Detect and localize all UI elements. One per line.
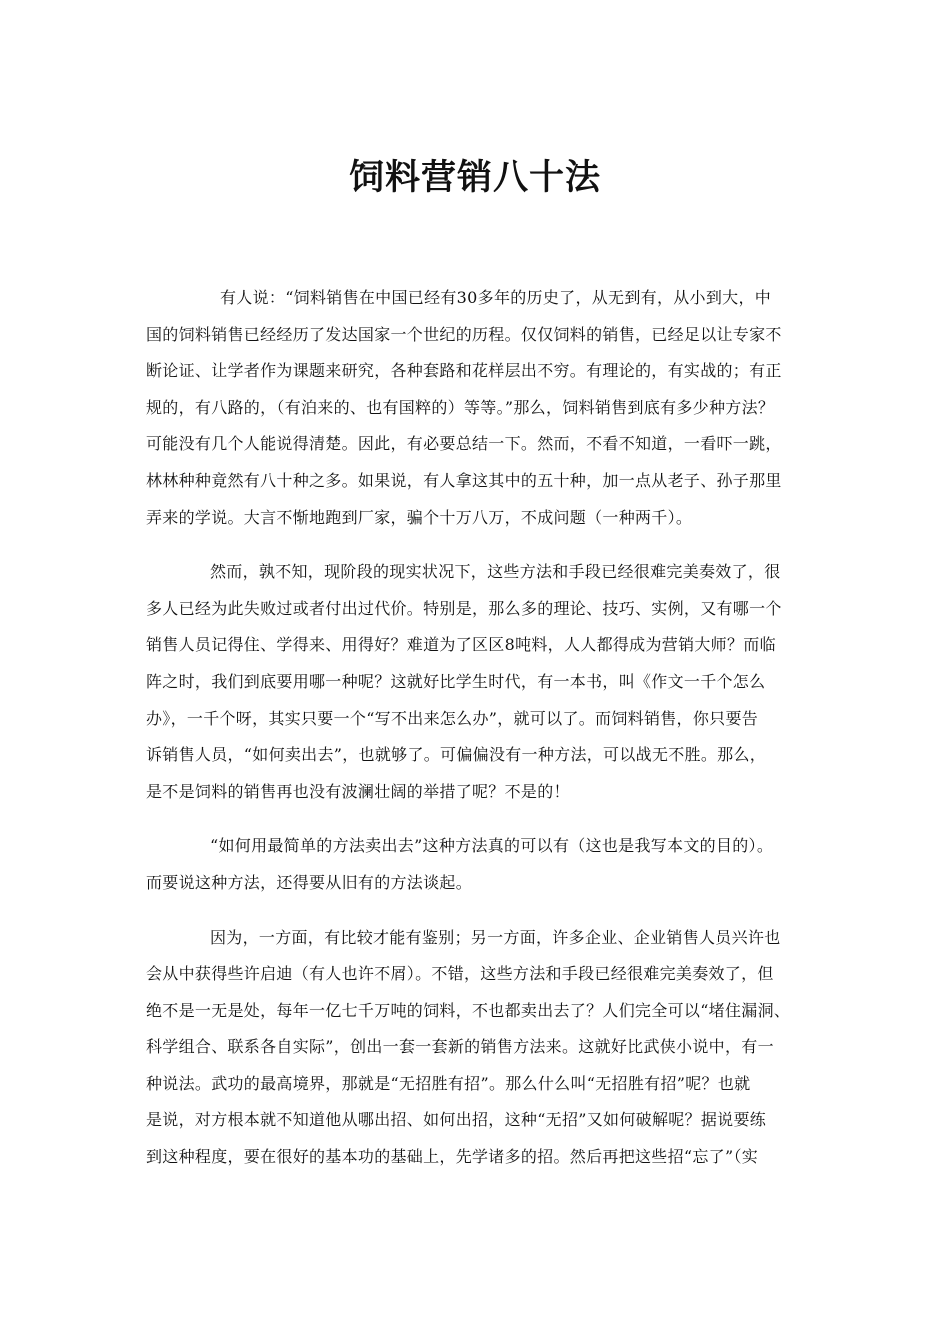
paragraph-line: 林林种种竟然有八十种之多。如果说，有人拿这其中的五十种，加一点从老子、孙子那里 — [146, 470, 782, 490]
paragraph-line: 诉销售人员，“如何卖出去”，也就够了。可偏偏没有一种方法，可以战无不胜。那么， — [146, 745, 767, 765]
paragraph-line: 科学组合、联系各自实际”，创出一套一套新的销售方法来。这就好比武侠小说中，有一 — [146, 1037, 774, 1057]
paragraph-line: 是说，对方根本就不知道他从哪出招、如何出招，这种“无招”又如何破解呢？据说要练 — [146, 1110, 767, 1130]
paragraph-1 — [146, 280, 836, 536]
paragraph-line: 断论证、让学者作为课题来研究，各种套路和花样层出不穷。有理论的，有实战的；有正 — [146, 361, 782, 381]
paragraph-line: 多人已经为此失败过或者付出过代价。特别是，那么多的理论、技巧、实例，又有哪一个 — [146, 598, 782, 618]
paragraph-line: 弄来的学说。大言不惭地跑到厂家，骗个十万八万，不成问题（一种两千）。 — [146, 507, 693, 527]
document-body — [146, 280, 836, 1194]
paragraph-line: “如何用最简单的方法卖出去”这种方法真的可以有（这也是我写本文的目的）。 — [210, 836, 774, 856]
paragraph-line: 可能没有几个人能说得清楚。因此，有必要总结一下。然而，不看不知道，一看吓一跳， — [146, 434, 782, 454]
paragraph-line: 办》，一千个呀，其实只要一个“写不出来怎么办”，就可以了。而饲料销售，你只要告 — [146, 708, 759, 728]
paragraph-3 — [146, 828, 836, 901]
paragraph-line: 会从中获得些许启迪（有人也许不屑）。不错，这些方法和手段已经很难完美奏效了，但 — [146, 964, 774, 984]
paragraph-line: 绝不是一无是处，每年一亿七千万吨的饲料，不也都卖出去了？人们完全可以“堵住漏洞、 — [146, 1000, 791, 1020]
paragraph-line: 而要说这种方法，还得要从旧有的方法谈起。 — [146, 872, 473, 892]
document-title: 饲料营销八十法 — [348, 158, 601, 198]
paragraph-line: 到这种程度，要在很好的基本功的基础上，先学诸多的招。然后再把这些招“忘了”（实 — [146, 1147, 759, 1167]
paragraph-line: 种说法。武功的最高境界，那就是“无招胜有招”。那么什么叫“无招胜有招”呢？也就 — [146, 1073, 751, 1093]
paragraph-line: 然而，孰不知，现阶段的现实状况下，这些方法和手段已经很难完美奏效了，很 — [210, 562, 781, 582]
paragraph-line: 规的，有八路的，（有泊来的、也有国粹的）等等。”那么，饲料销售到底有多少种方法？ — [146, 397, 775, 417]
paragraph-line: 阵之时，我们到底要用哪一种呢？这就好比学生时代，有一本书，叫《作文一千个怎么 — [146, 671, 766, 691]
paragraph-line: 国的饲料销售已经经历了发达国家一个世纪的历程。仅仅饲料的销售，已经足以让专家不 — [146, 324, 782, 344]
paragraph-4 — [146, 920, 836, 1176]
paragraph-line: 是不是饲料的销售再也没有波澜壮阔的举措了呢？不是的！ — [146, 781, 570, 801]
paragraph-2 — [146, 554, 836, 810]
paragraph-line: 销售人员记得住、学得来、用得好？难道为了区区8吨料，人人都得成为营销大师？而临 — [146, 635, 776, 655]
paragraph-line: 有人说：“饲料销售在中国已经有30多年的历史了，从无到有，从小到大，中 — [220, 288, 772, 307]
paragraph-line: 因为，一方面，有比较才能有鉴别；另一方面，许多企业、企业销售人员兴许也 — [210, 927, 781, 947]
